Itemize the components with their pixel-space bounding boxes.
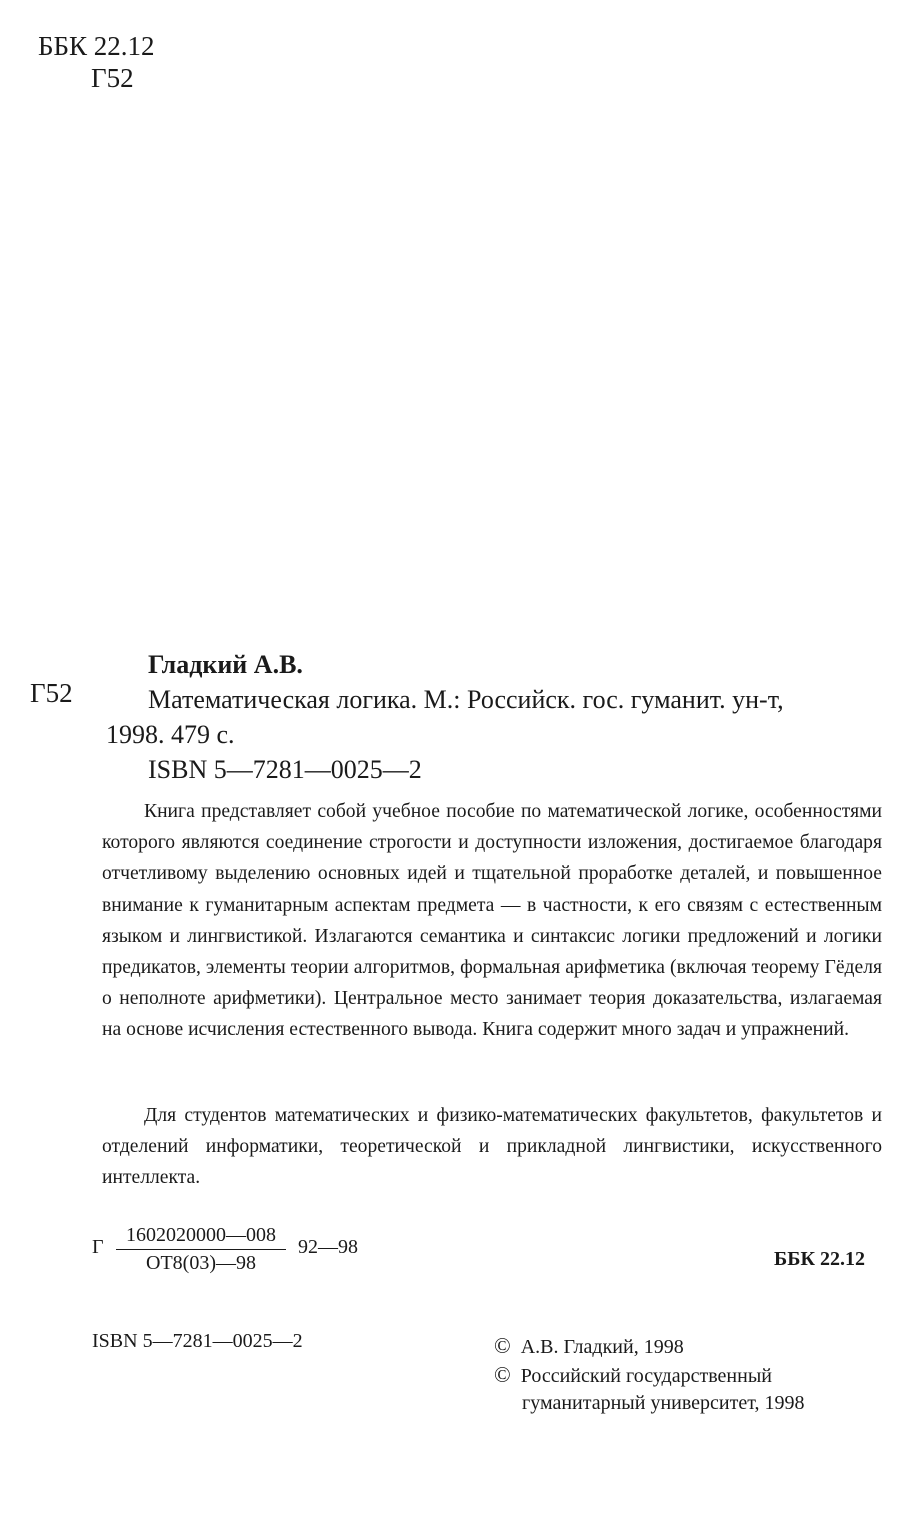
book-title-line1: Математическая логика. М.: Российск. гос. гуманит. ун-т,	[148, 685, 784, 714]
annotation-paragraph: Книга представляет собой учебное пособие по математической логике, особенностями которого являются соединение строгости и доступности изложения, достигаемое благодаря отчетливому выделению основных идей и тщательной проработке деталей, и повышенное внимание к гуманитарным аспектам предмета — в частности, к его связям с естественным языком и лингвистикой. Излагаются семантика и синтаксис логики предложений и логики предикатов, элементы теории алгоритмов, формальная арифметика (включая теорему Гёделя о неполноте арифметики). Центральное место занимает теория доказательства, излагаемая на основе исчисления естественного вывода. Книга содержит много задач и упражнений.	[102, 801, 882, 1041]
copyright-icon: ©	[494, 1362, 511, 1387]
author-name: Гладкий А.В.	[148, 650, 303, 679]
audience-paragraph: Для студентов математических и физико-математических факультетов, факультетов и отделений информатики, теоретической и прикладной лингвистики, искусственного интеллекта.	[102, 1105, 882, 1189]
copyright-icon: ©	[494, 1333, 511, 1358]
code-numerator: 1602020000—008	[116, 1224, 286, 1250]
author-code: Г52	[91, 63, 134, 93]
author-code-side: Г52	[30, 678, 73, 708]
copyright-block	[494, 1332, 805, 1417]
isbn-bottom: ISBN 5—7281—0025—2	[92, 1330, 303, 1352]
code-fraction	[116, 1224, 286, 1275]
bbk-right: ББК 22.12	[774, 1248, 865, 1270]
bbk-classification: ББК 22.12	[38, 31, 155, 61]
bbk-header	[38, 30, 155, 94]
copyright-publisher-cont: гуманитарный университет, 1998	[522, 1392, 805, 1414]
code-denominator: ОТ8(03)—98	[146, 1252, 256, 1274]
code-tail: 92—98	[298, 1236, 358, 1258]
copyright-publisher: Российский государственный	[520, 1365, 772, 1387]
isbn-main: ISBN 5—7281—0025—2	[148, 755, 422, 784]
copyright-author: А.В. Гладкий, 1998	[520, 1336, 684, 1358]
code-letter: Г	[92, 1236, 104, 1258]
book-title-line2: 1998. 479 с.	[106, 720, 235, 749]
